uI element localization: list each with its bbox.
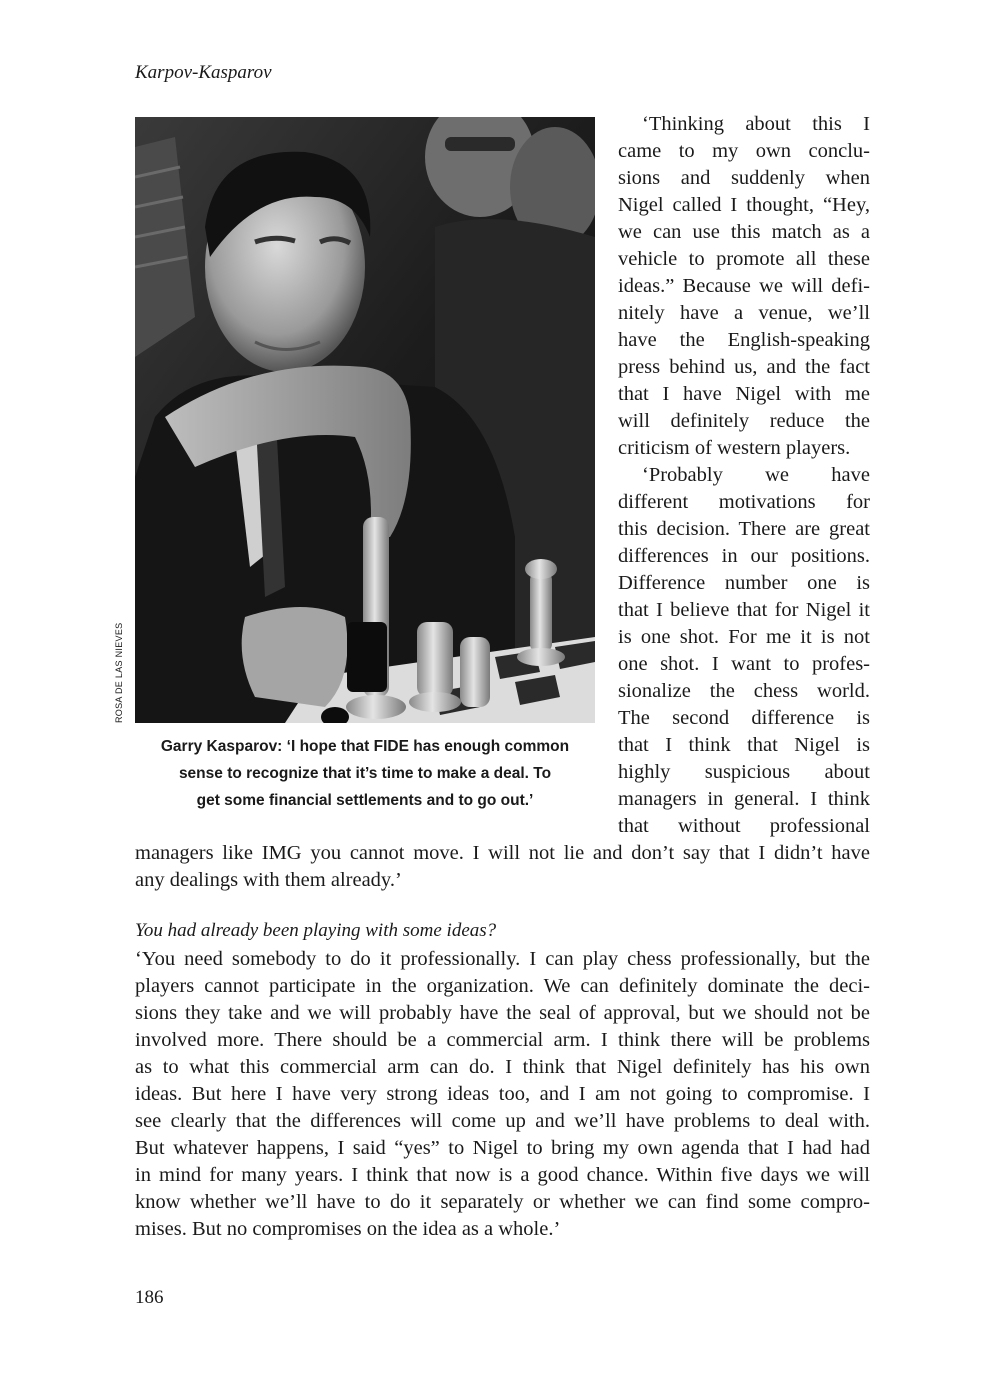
- text-line: that I have Nigel with me: [618, 383, 870, 405]
- text-line: that I believe that for Nigel it: [618, 599, 870, 621]
- text-line: sionalize the chess world.: [618, 680, 870, 702]
- text-line: mises. But no compromises on the idea as a whole.’: [135, 1218, 561, 1240]
- text-line: see clearly that the differences will come up and we’ll have problems to deal with.: [135, 1110, 870, 1132]
- text-line: in mind for many years. I think that now is a good chance. Within five days we will: [135, 1164, 870, 1186]
- text-line: ideas.” Because we will defi-: [618, 275, 870, 297]
- answer-paragraph: [135, 946, 870, 1243]
- text-line: ‘Thinking about this I: [642, 113, 870, 135]
- text-line: as to what this commercial arm can do. I think that Nigel definitely has his own: [135, 1056, 870, 1078]
- text-line: sions and suddenly when: [618, 167, 870, 189]
- text-line: ideas. But here I have very strong ideas too, and I am not going to compromise. I: [135, 1083, 870, 1105]
- text-line: involved more. There should be a commercial arm. I think there will be problems: [135, 1029, 870, 1051]
- photo-caption: [135, 733, 595, 814]
- caption-line: Garry Kasparov: ‘I hope that FIDE has enough common: [160, 738, 570, 755]
- text-line: know whether we’ll have to do it separately or whether we can find some compro-: [135, 1191, 870, 1213]
- side-column-text: [618, 111, 870, 840]
- text-line: different motivations for: [618, 491, 870, 513]
- full-width-text: [135, 840, 870, 894]
- text-line: Difference number one is: [618, 572, 870, 594]
- text-line: is one shot. For me it is not: [618, 626, 870, 648]
- text-line: this decision. There are great: [618, 518, 870, 540]
- kasparov-photo: [135, 117, 595, 723]
- text-line: Nigel called I thought, “Hey,: [618, 194, 870, 216]
- text-line: But whatever happens, I said “yes” to Nigel to bring my own agenda that I had had: [135, 1137, 870, 1159]
- text-line: have the English-speaking: [618, 329, 870, 351]
- text-line: we can use this match as a: [618, 221, 870, 243]
- text-line: players cannot participate in the organization. We can definitely dominate the deci-: [135, 975, 870, 997]
- text-line: that I think that Nigel is: [618, 734, 870, 756]
- text-line: The second difference is: [618, 707, 870, 729]
- text-line: press behind us, and the fact: [618, 356, 870, 378]
- photo-credit: ROSA DE LAS NIEVES: [114, 622, 124, 723]
- text-line: managers in general. I think: [618, 788, 870, 810]
- text-line: vehicle to promote all these: [618, 248, 870, 270]
- text-line: highly suspicious about: [618, 761, 870, 783]
- text-line: nitely have a venue, we’ll: [618, 302, 870, 324]
- running-head: Karpov-Kasparov: [135, 62, 272, 83]
- text-line: sions they take and we will probably have the seal of approval, but we should not be: [135, 1002, 870, 1024]
- interview-question: You had already been playing with some ideas?: [135, 920, 497, 941]
- text-line: one shot. I want to profes-: [618, 653, 870, 675]
- text-line: ‘Probably we have: [642, 464, 870, 486]
- text-line: came to my own conclu-: [618, 140, 870, 162]
- text-line: will definitely reduce the: [618, 410, 870, 432]
- caption-line: sense to recognize that it’s time to make a deal. To: [178, 765, 552, 782]
- text-line: differences in our positions.: [618, 545, 870, 567]
- caption-line: get some financial settlements and to go out.’: [196, 792, 534, 809]
- page-number: 186: [135, 1287, 164, 1308]
- text-line: any dealings with them already.’: [135, 869, 402, 891]
- text-line: criticism of western players.: [618, 437, 851, 459]
- text-line: that without professional: [618, 815, 870, 837]
- text-line: managers like IMG you cannot move. I will not lie and don’t say that I didn’t have: [135, 842, 870, 864]
- text-line: ‘You need somebody to do it professionally. I can play chess professionally, but the: [135, 948, 870, 970]
